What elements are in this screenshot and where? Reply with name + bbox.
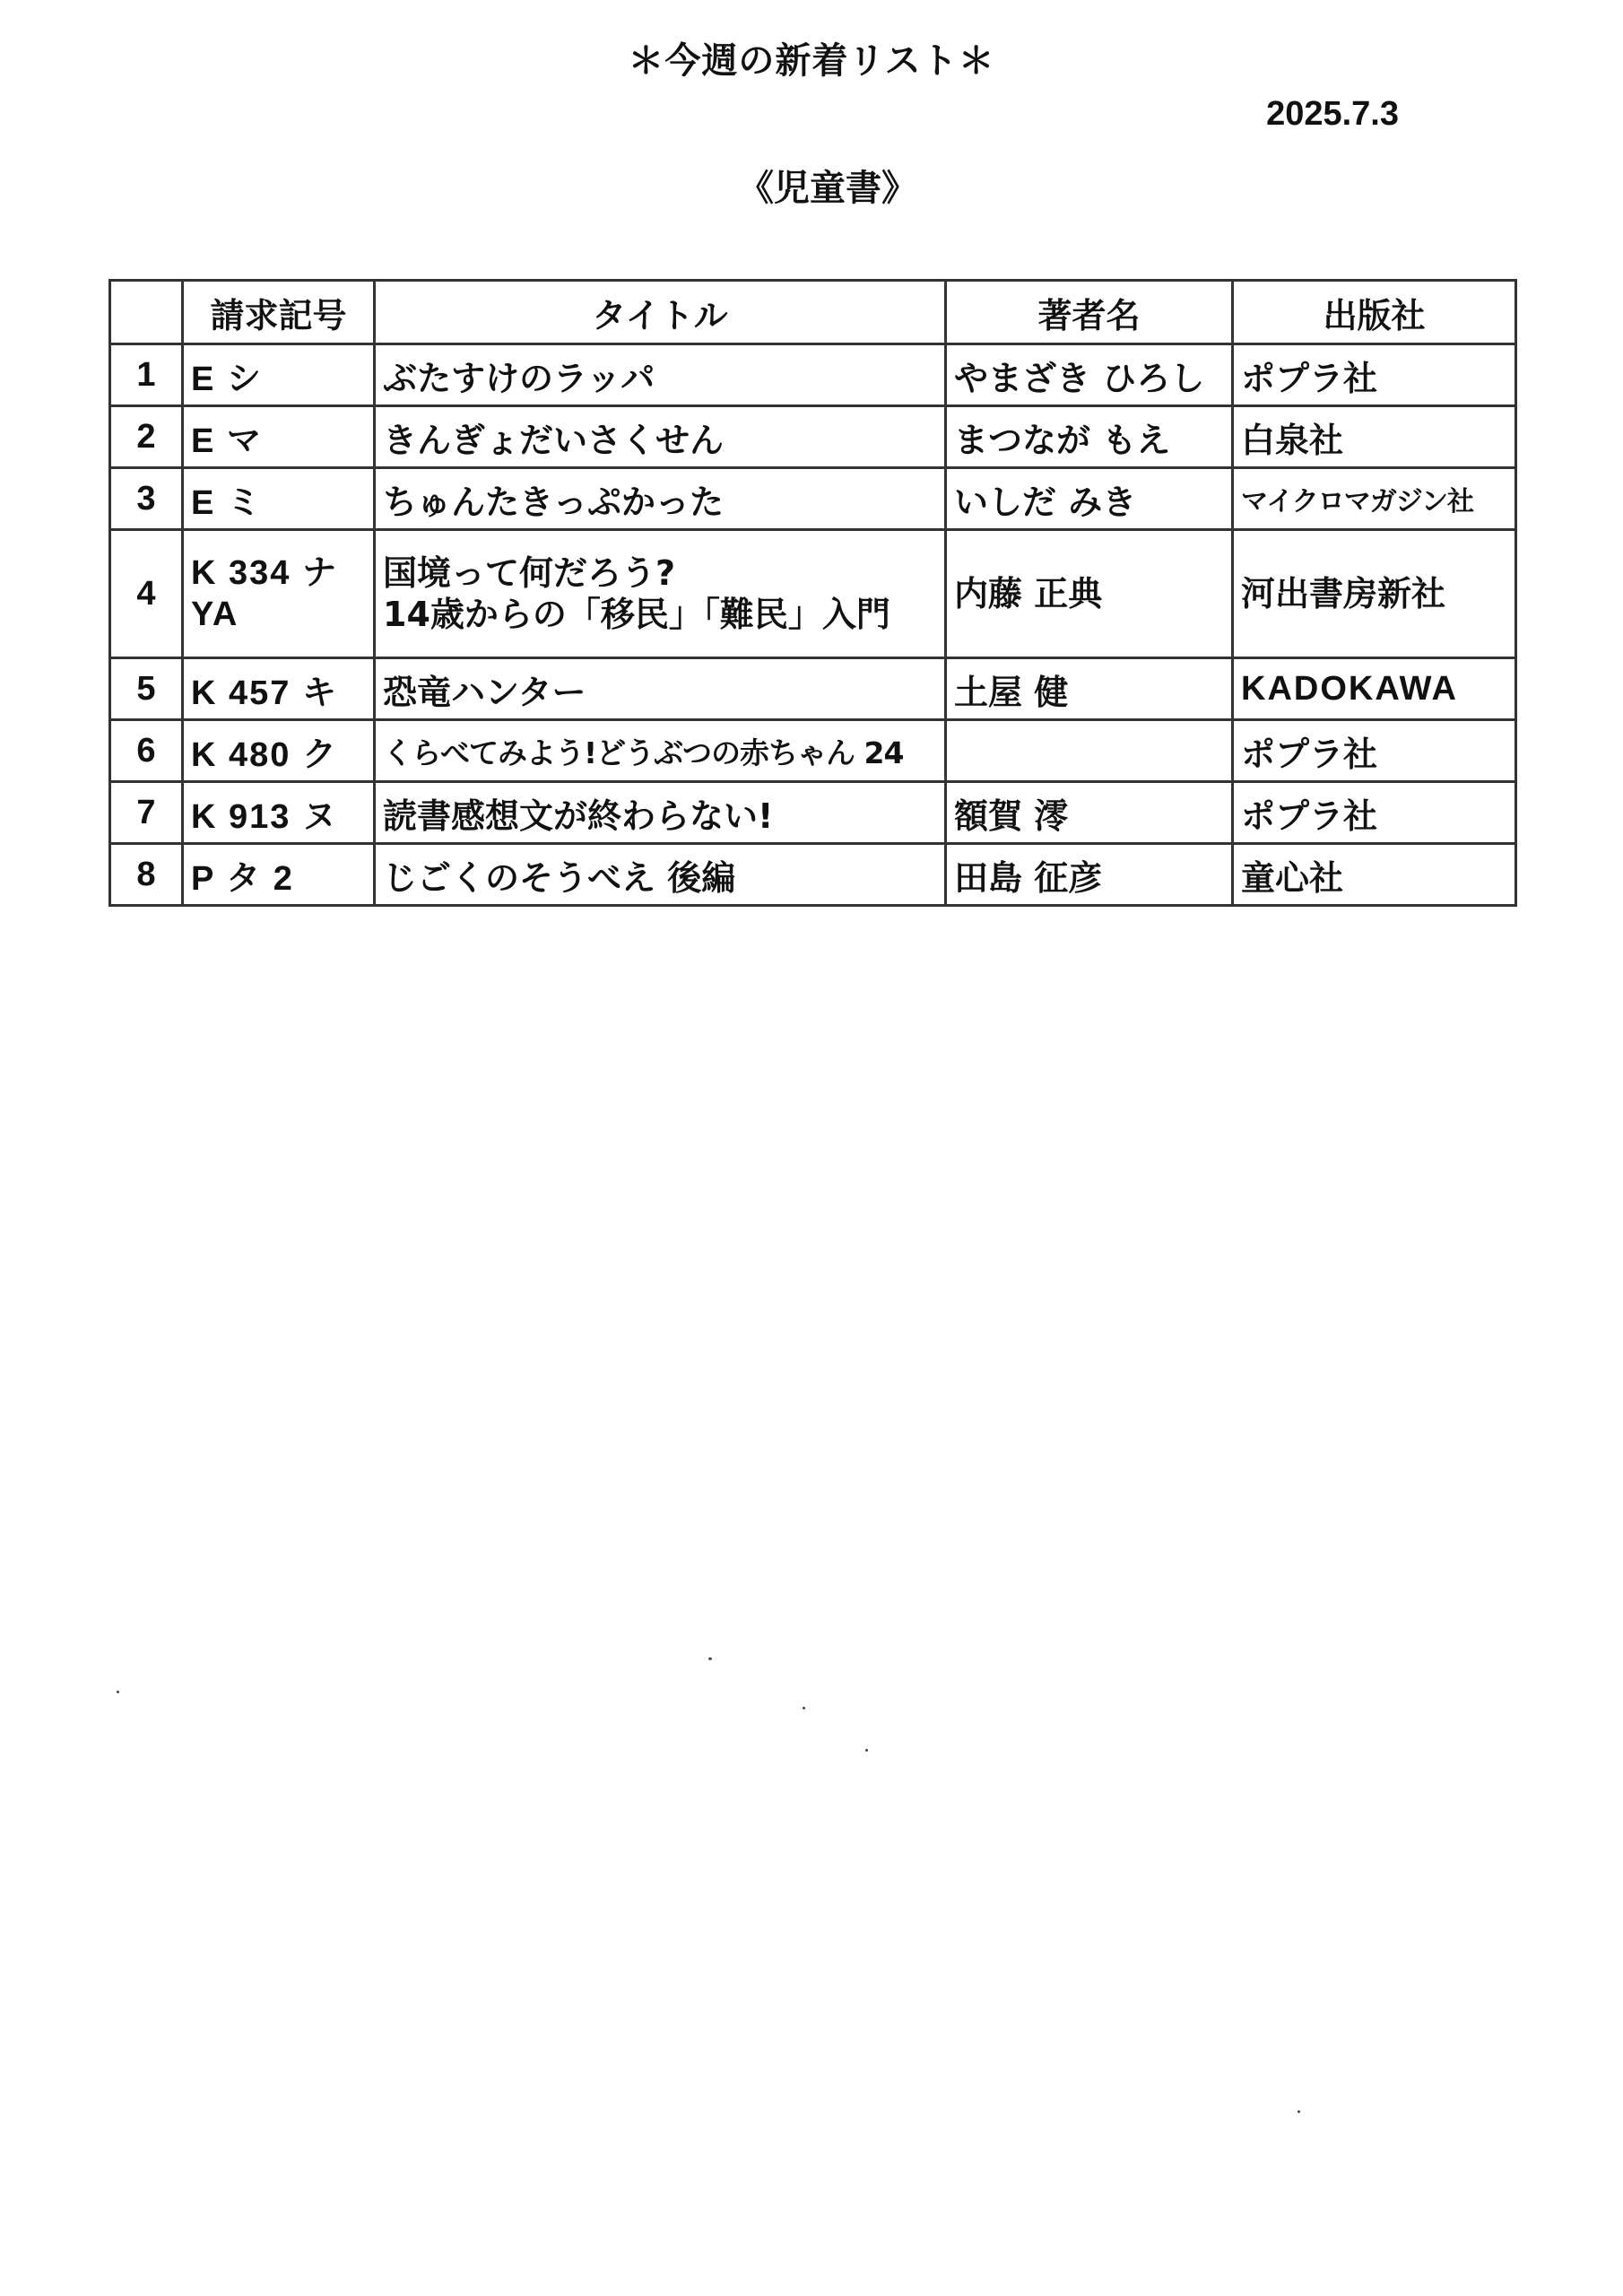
publisher: 白泉社	[1233, 406, 1516, 468]
table-row	[110, 782, 1516, 844]
page-title: ＊今週の新着リスト＊	[628, 40, 995, 82]
row-number: 3	[110, 468, 183, 530]
table-row	[110, 720, 1516, 782]
author	[946, 720, 1233, 782]
call-number: K 334 ナ	[191, 554, 338, 592]
table-row	[110, 658, 1516, 720]
header-call-number: 請求記号	[183, 281, 375, 344]
publisher: ポプラ社	[1233, 782, 1516, 844]
author: いしだ みき	[946, 468, 1233, 530]
publisher: 童心社	[1233, 844, 1516, 906]
author: 額賀 澪	[946, 782, 1233, 844]
book-title: 国境って何だろう?	[383, 553, 676, 593]
scan-speck	[865, 1749, 868, 1752]
book-title-cell	[375, 530, 946, 658]
author: まつなが もえ	[946, 406, 1233, 468]
table-row	[110, 344, 1516, 406]
row-number: 8	[110, 844, 183, 906]
author: 内藤 正典	[946, 530, 1233, 658]
call-number: P タ 2	[183, 844, 375, 906]
row-number: 2	[110, 406, 183, 468]
header-publisher: 出版社	[1233, 281, 1516, 344]
call-number-cell	[183, 530, 375, 658]
publisher: ポプラ社	[1233, 720, 1516, 782]
call-number-line2: YA	[191, 596, 239, 633]
book-title: じごくのそうべえ 後編	[375, 844, 946, 906]
publisher: 河出書房新社	[1233, 530, 1516, 658]
header-number	[110, 281, 183, 344]
book-title: きんぎょだいさくせん	[375, 406, 946, 468]
book-title: くらべてみよう!どうぶつの赤ちゃん 24	[375, 720, 946, 782]
call-number: E ミ	[183, 468, 375, 530]
header-title: タイトル	[375, 281, 946, 344]
call-number: K 480 ク	[183, 720, 375, 782]
author: 田島 征彦	[946, 844, 1233, 906]
book-title: 読書感想文が終わらない!	[375, 782, 946, 844]
call-number: K 457 キ	[183, 658, 375, 720]
publisher: KADOKAWA	[1233, 658, 1516, 720]
row-number: 6	[110, 720, 183, 782]
call-number: E シ	[183, 344, 375, 406]
row-number: 5	[110, 658, 183, 720]
section-title: 《児童書》	[738, 168, 917, 209]
call-number: E マ	[183, 406, 375, 468]
scan-speck	[803, 1707, 805, 1709]
publisher: ポプラ社	[1233, 344, 1516, 406]
row-number: 1	[110, 344, 183, 406]
call-number: K 913 ヌ	[183, 782, 375, 844]
scan-speck	[117, 1691, 119, 1693]
author: 土屋 健	[946, 658, 1233, 720]
table-row	[110, 406, 1516, 468]
book-title: ちゅんたきっぷかった	[375, 468, 946, 530]
scan-speck	[1298, 2110, 1300, 2113]
table-row	[110, 468, 1516, 530]
scan-speck	[708, 1657, 712, 1660]
book-title: 恐竜ハンター	[375, 658, 946, 720]
book-title: ぶたすけのラッパ	[375, 344, 946, 406]
table-header-row	[110, 281, 1516, 344]
author: やまざき ひろし	[946, 344, 1233, 406]
table-row	[110, 530, 1516, 658]
list-date: 2025.7.3	[1266, 95, 1399, 133]
book-subtitle: 14歳からの「移民」「難民」入門	[383, 595, 890, 634]
table-row	[110, 844, 1516, 906]
row-number: 4	[110, 530, 183, 658]
new-books-table	[108, 279, 1517, 907]
publisher: マイクロマガジン社	[1233, 468, 1516, 530]
row-number: 7	[110, 782, 183, 844]
header-author: 著者名	[946, 281, 1233, 344]
